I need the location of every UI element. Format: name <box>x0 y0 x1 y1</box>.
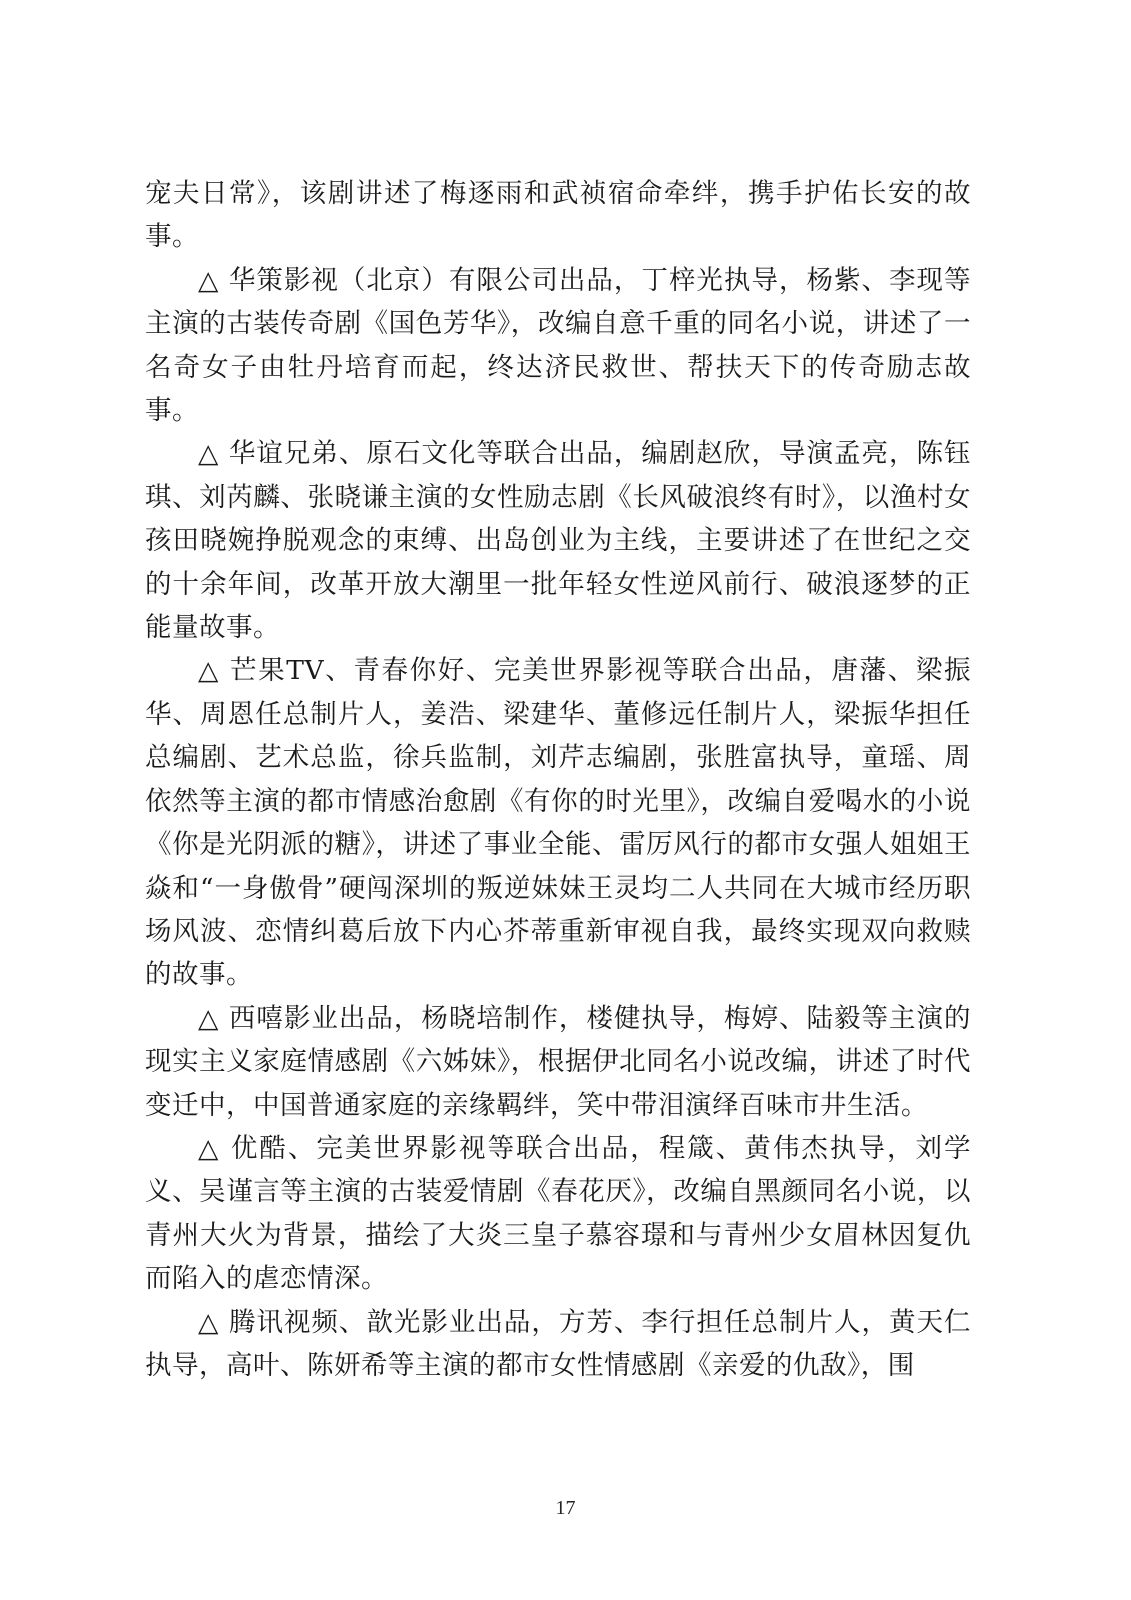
paragraph-chunhua-yan: △ 优酷、完美世界影视等联合出品，程箴、黄伟杰执导，刘学义、吴谨言等主演的古装爱情剧《春花厌》，改编自黑颜同名小说，以青州大火为背景，描绘了大炎三皇子慕容璟和与青州少女眉林因复仇而陷入的虐恋情深。 <box>145 1132 971 1295</box>
body-text <box>145 172 971 1387</box>
page-number: 17 <box>555 1497 576 1519</box>
paragraph-liu-zimei: △ 西嘻影业出品，杨晓培制作，楼健执导，梅婷、陆毅等主演的现实主义家庭情感剧《六姊妹》，根据伊北同名小说改编，讲述了时代变迁中，中国普通家庭的亲缘羁绊，笑中带泪演绎百味市井生活。 <box>145 1002 971 1121</box>
paragraph-changfeng-polang: △ 华谊兄弟、原石文化等联合出品，编剧赵欣，导演孟亮，陈钰琪、刘芮麟、张晓谦主演的女性励志剧《长风破浪终有时》，以渔村女孩田晓婉挣脱观念的束缚、出岛创业为主线，主要讲述了在世纪之交的十余年间，改革开放大潮里一批年轻女性逆风前行、破浪逐梦的正能量故事。 <box>145 438 971 644</box>
paragraph-continuation: 宠夫日常》，该剧讲述了梅逐雨和武祯宿命牵绊，携手护佑长安的故事。 <box>145 178 971 253</box>
paragraph-youni-shiguangli: △ 芒果TV、青春你好、完美世界影视等联合出品，唐藩、梁振华、周恩任总制片人，姜浩、梁建华、董修远任制片人，梁振华担任总编剧、艺术总监，徐兵监制，刘芹志编剧，张胜富执导，童瑶、周依然等主演的都市情感治愈剧《有你的时光里》，改编自爱喝水的小说《你是光阴派的糖》，讲述了事业全能、雷厉风行的都市女强人姐姐王焱和“一身傲骨”硬闯深圳的叛逆妹妹王灵均二人共同在大城市经历职场风波、恋情纠葛后放下内心芥蒂重新审视自我，最终实现双向救赎的故事。 <box>145 655 971 991</box>
paragraph-qinai-de-choudi: △ 腾讯视频、歆光影业出品，方芳、李行担任总制片人，黄天仁执导，高叶、陈妍希等主演的都市女性情感剧《亲爱的仇敌》，围 <box>145 1306 971 1381</box>
paragraph-guose-fanghua: △ 华策影视（北京）有限公司出品，丁梓光执导，杨紫、李现等主演的古装传奇剧《国色芳华》，改编自意千重的同名小说，讲述了一名奇女子由牡丹培育而起，终达济民救世、帮扶天下的传奇励志故事。 <box>145 264 971 427</box>
